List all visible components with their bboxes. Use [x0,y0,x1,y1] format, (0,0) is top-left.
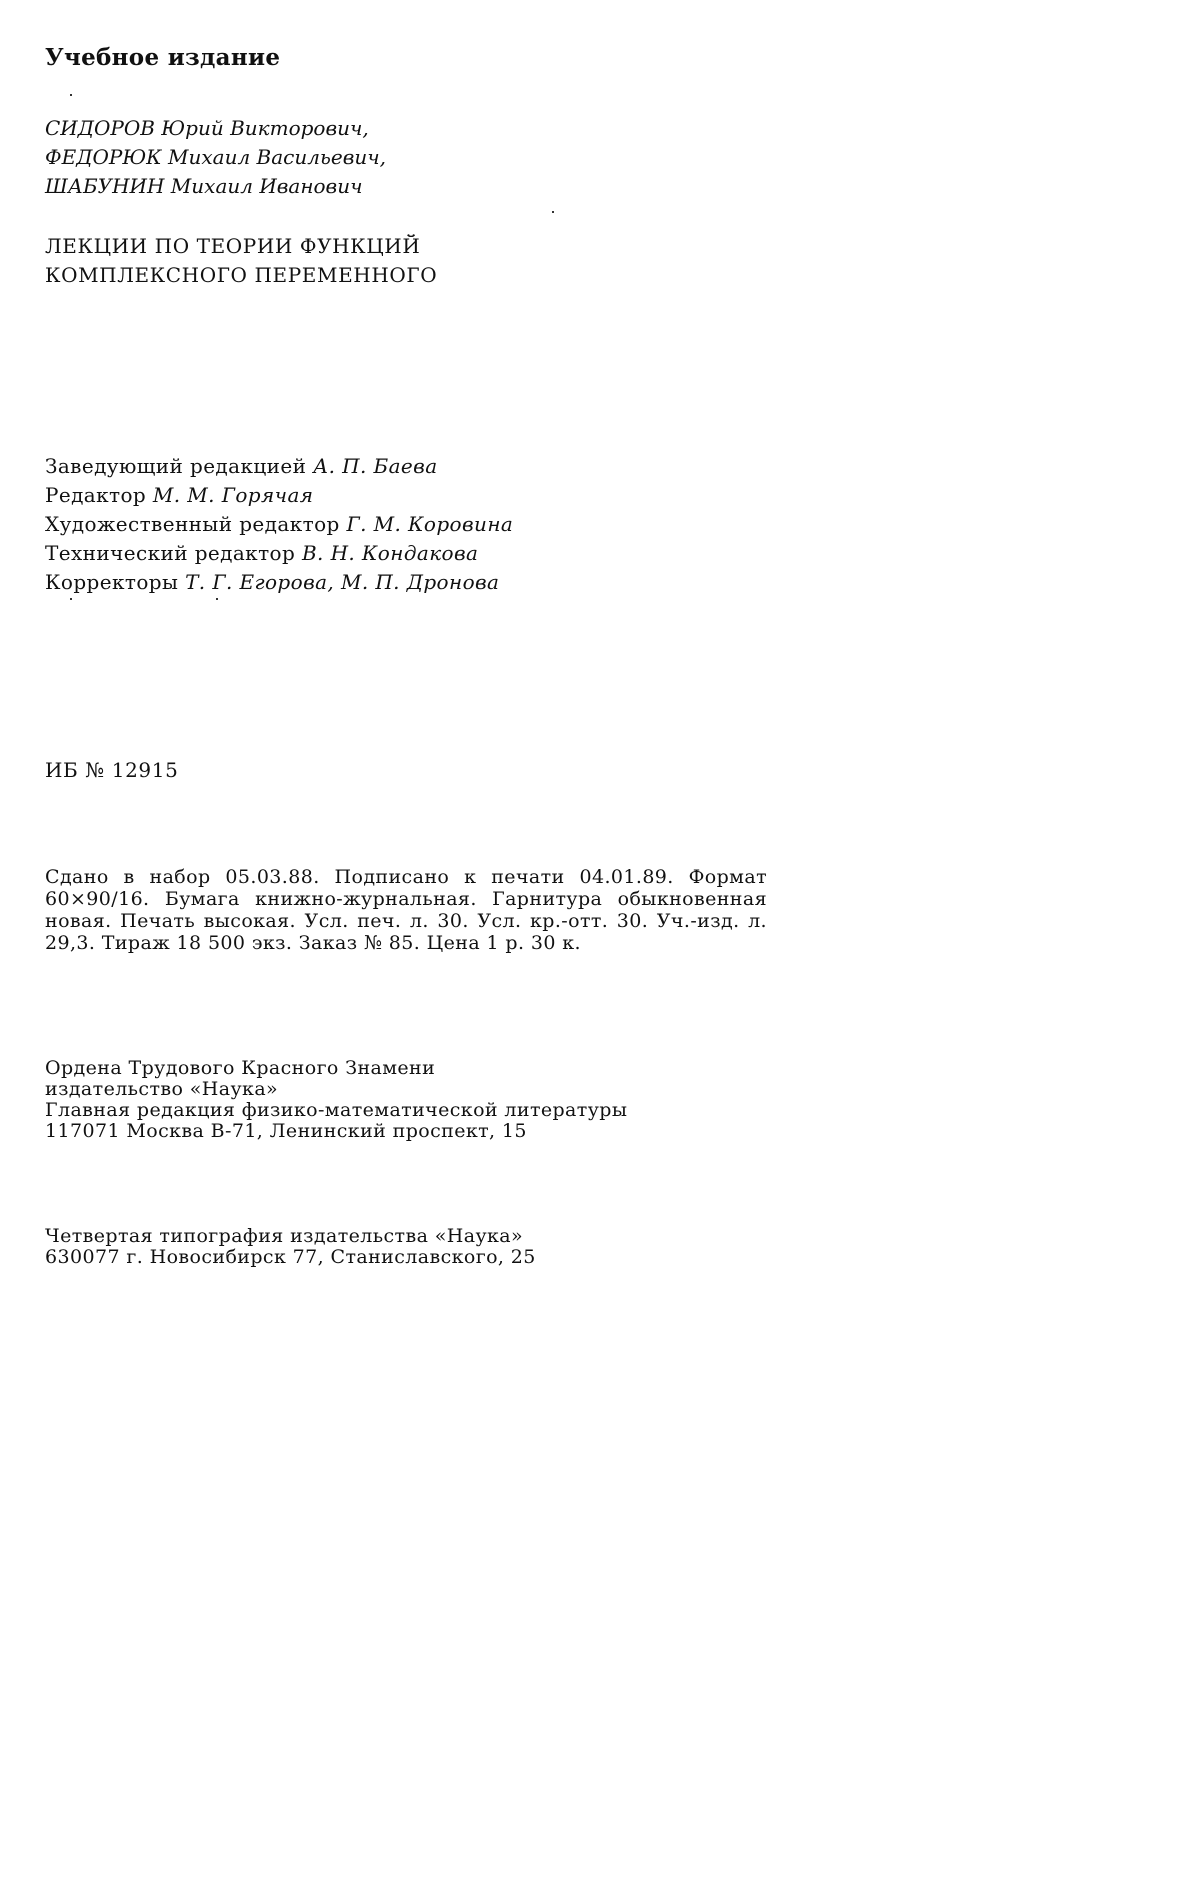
authors-list [45,114,386,201]
staff-role: Заведующий редакцией [45,454,307,478]
staff-name: А. П. Баева [313,454,438,478]
printer-info [45,1226,536,1268]
scan-speck [70,598,72,600]
staff-name: Т. Г. Егорова, М. П. Дронова [185,570,500,594]
staff-line [45,568,513,597]
editorial-staff [45,452,513,597]
staff-role: Редактор [45,483,147,507]
staff-name: В. Н. Кондакова [301,541,479,565]
book-title-line: ЛЕКЦИИ ПО ТЕОРИИ ФУНКЦИЙ [45,234,421,258]
staff-role: Технический редактор [45,541,296,565]
staff-line [45,510,513,539]
scan-speck [70,94,72,96]
staff-role: Корректоры [45,570,179,594]
publisher-line: Ордена Трудового Красного Знамени [45,1057,436,1079]
publisher-line: 117071 Москва В-71, Ленинский проспект, 15 [45,1120,527,1142]
scan-speck [216,598,218,600]
author-line: ФЕДОРЮК Михаил Васильевич, [45,145,387,169]
printer-line: Четвертая типография издательства «Наука» [45,1225,524,1247]
staff-line [45,452,513,481]
edition-type: Учебное издание [45,44,281,71]
staff-name: Г. М. Коровина [346,512,514,536]
print-details: Сдано в набор 05.03.88. Подписано к печати 04.01.89. Формат 60×90/16. Бумага книжно-журнальная. Гарнитура обыкновенная новая. Печать высокая. Усл. печ. л. 30. Усл. кр.-отт. 30. Уч.-изд. л. 29,3. Тираж 18 500 экз. Заказ № 85. Цена 1 р. 30 к. [45,866,767,954]
scan-speck [552,211,554,213]
publisher-info [45,1058,627,1142]
author-line: СИДОРОВ Юрий Викторович, [45,116,369,140]
staff-line [45,481,513,510]
publisher-line: Главная редакция физико-математической литературы [45,1099,628,1121]
printer-line: 630077 г. Новосибирск 77, Станиславского, 25 [45,1246,536,1268]
book-title-line: КОМПЛЕКСНОГО ПЕРЕМЕННОГО [45,263,438,287]
author-line: ШАБУНИН Михаил Иванович [45,174,363,198]
ib-number: ИБ № 12915 [45,758,179,782]
staff-name: М. М. Горячая [152,483,314,507]
book-title [45,232,437,290]
publisher-line: издательство «Наука» [45,1078,279,1100]
staff-role: Художественный редактор [45,512,340,536]
staff-line [45,539,513,568]
